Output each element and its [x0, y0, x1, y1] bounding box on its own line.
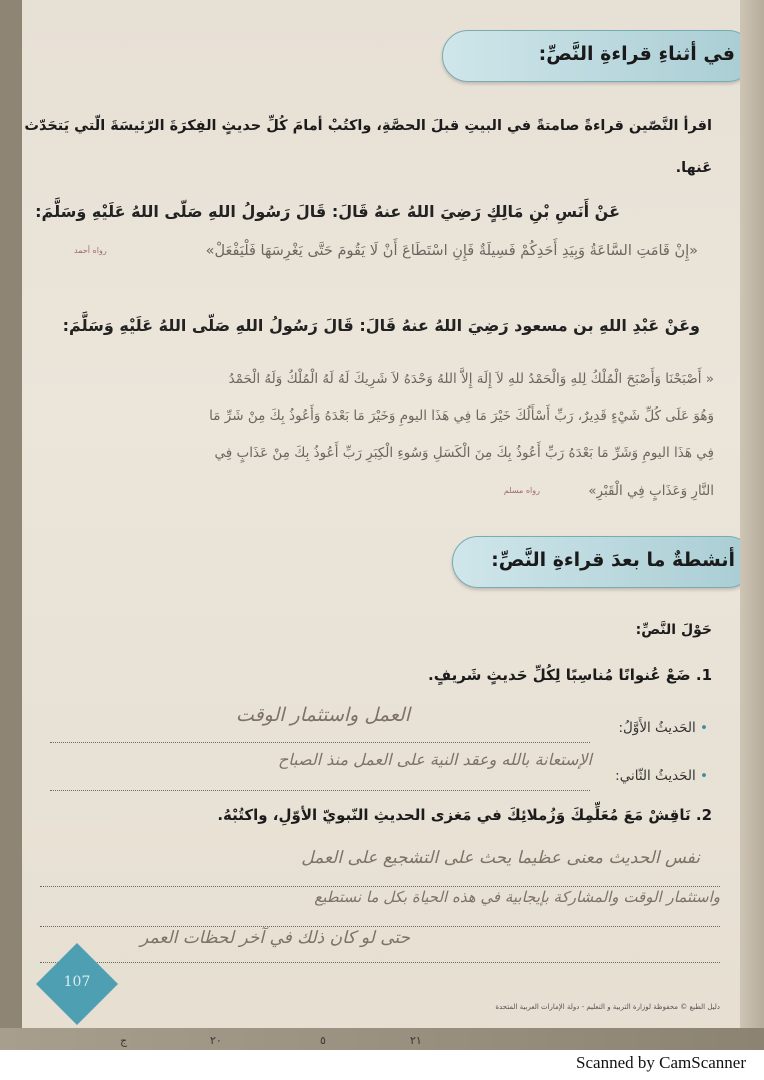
- hadith-2-intro: وعَنْ عَبْدِ اللهِ بن مسعود رَضِيَ اللهُ عنهُ قَالَ: قَالَ رَسُولُ اللهِ صَلّى اللهُ عَلَيْهِ وَسَلَّمَ:: [62, 316, 700, 335]
- instruction-line-2: عَنها.: [675, 160, 712, 176]
- label-text: الحَديثُ الأَوَّلُ:: [618, 720, 696, 736]
- question-1: 1. ضَعْ عُنوانًا مُناسِبًا لِكُلِّ حَديثٍ شَريفٍ.: [428, 666, 712, 684]
- bottom-strip: [0, 1028, 764, 1050]
- section-header-after-reading: [452, 536, 740, 588]
- instruction-line-1: اقرأ النَّصّين قراءةً صامتةً في البيتِ قبلَ الحصَّةِ، واكتُبْ أمامَ كُلِّ حديثٍ الفِكرَةَ الرّئيسَةَ الّتي يَتحَدّث: [24, 118, 712, 134]
- page-edge: [738, 0, 764, 1050]
- hadith-2-line-1: « أَصْبَحْنَا وَأَصْبَحَ الْمُلْكُ لِلهِ وَالْحَمْدُ للهِ لاَ إِلَهَ إِلاَّ اللهُ وَحْدَهُ لاَ شَرِيكَ لَهُ لَهُ الْمُلْكُ وَلَهُ الْحَمْدُ: [228, 371, 714, 387]
- hadith-1-intro: عَنْ أَنَسِ بْنِ مَالِكٍ رَضِيَ اللهُ عنهُ قَالَ: قَالَ رَسُولُ اللهِ صَلّى اللهُ عَلَيْهِ وَسَلَّمَ:: [35, 202, 620, 221]
- page-number: 107: [63, 974, 91, 990]
- q1-first-hadith-label: [618, 720, 708, 736]
- bullet-icon: •: [700, 720, 708, 736]
- bullet-icon: •: [700, 768, 708, 784]
- q2-answer-line-1: نفس الحديث معنى عظيما يحث على التشجيع على العمل: [301, 848, 700, 868]
- strip-label: ج: [120, 1034, 128, 1047]
- hadith-1-reference: رواه أحمد: [74, 246, 107, 255]
- answer-line: [50, 790, 590, 791]
- strip-label: ٥: [320, 1034, 326, 1047]
- hadith-1-text: «إِنْ قَامَتِ السَّاعَةُ وَبِيَدِ أَحَدِكُمْ فَسِيلَةٌ فَإِنِ اسْتَطَاعَ أَنْ لَا يَقُومَ حَتَّى يَغْرِسَهَا فَلْيَفْعَلْ»: [205, 243, 698, 259]
- label-text: الحَديثُ الثّاني:: [615, 768, 696, 784]
- hadith-2-reference: رواه مسلم: [503, 486, 540, 495]
- q1-first-answer: العمل واستثمار الوقت: [235, 704, 410, 726]
- textbook-page: [22, 0, 740, 1028]
- hadith-2-line-4: النَّارِ وَعَذَابٍ فِي الْقَبْرِ»: [588, 483, 714, 499]
- q2-answer-line-2: واستثمار الوقت والمشاركة بإيجابية في هذه الحياة بكل ما نستطيع: [314, 888, 720, 906]
- question-2: 2. نَاقِشْ مَعَ مُعَلِّمِكَ وَزُملائِكَ في مَغزى الحديثِ النّبويّ الأوّلِ، واكتُبْهُ.: [217, 806, 712, 824]
- hadith-2-line-3: فِي هَذَا اليومِ وَشَرِّ مَا بَعْدَهُ رَبِّ أَعُوذُ بِكَ مِنَ الْكَسَلِ وَسُوءِ الْكِبَرِ رَبِّ أَعُوذُ بِكَ مِنْ عَذَابٍ فِي: [214, 445, 714, 461]
- section-title: أنشطةٌ ما بعدَ قراءةِ النَّصِّ:: [491, 549, 735, 571]
- answer-line: [40, 926, 720, 927]
- q1-second-answer: الإستعانة بالله وعقد النية على العمل منذ الصباح: [277, 750, 592, 769]
- camscanner-watermark: Scanned by CamScanner: [576, 1053, 746, 1072]
- section-header-during-reading: [442, 30, 740, 82]
- page-footer-copyright: دليل الطبع © محفوظة لوزارة التربية و التعليم - دولة الإمارات العربية المتحدة: [495, 1003, 720, 1011]
- q1-second-hadith-label: [615, 768, 708, 784]
- strip-label: ٢١: [410, 1034, 422, 1047]
- strip-label: ٢٠: [210, 1034, 222, 1047]
- hadith-2-line-2: وَهُوَ عَلَى كُلِّ شَيْءٍ قَدِيرٌ، رَبِّ أَسْأَلُكَ خَيْرَ مَا فِي هَذَا اليومِ وَخَيْرَ مَا بَعْدَهُ وَأَعُوذُ بِكَ مِنْ شَرِّ مَا: [209, 408, 714, 424]
- section-title: في أثناءِ قراءةِ النَّصِّ:: [538, 43, 735, 65]
- answer-line: [50, 742, 590, 743]
- answer-line: [40, 962, 720, 963]
- around-text-heading: حَوْلَ النَّصِّ:: [635, 622, 712, 638]
- q2-answer-line-3: حتى لو كان ذلك في آخر لحظات العمر: [140, 928, 410, 948]
- answer-line: [40, 886, 720, 887]
